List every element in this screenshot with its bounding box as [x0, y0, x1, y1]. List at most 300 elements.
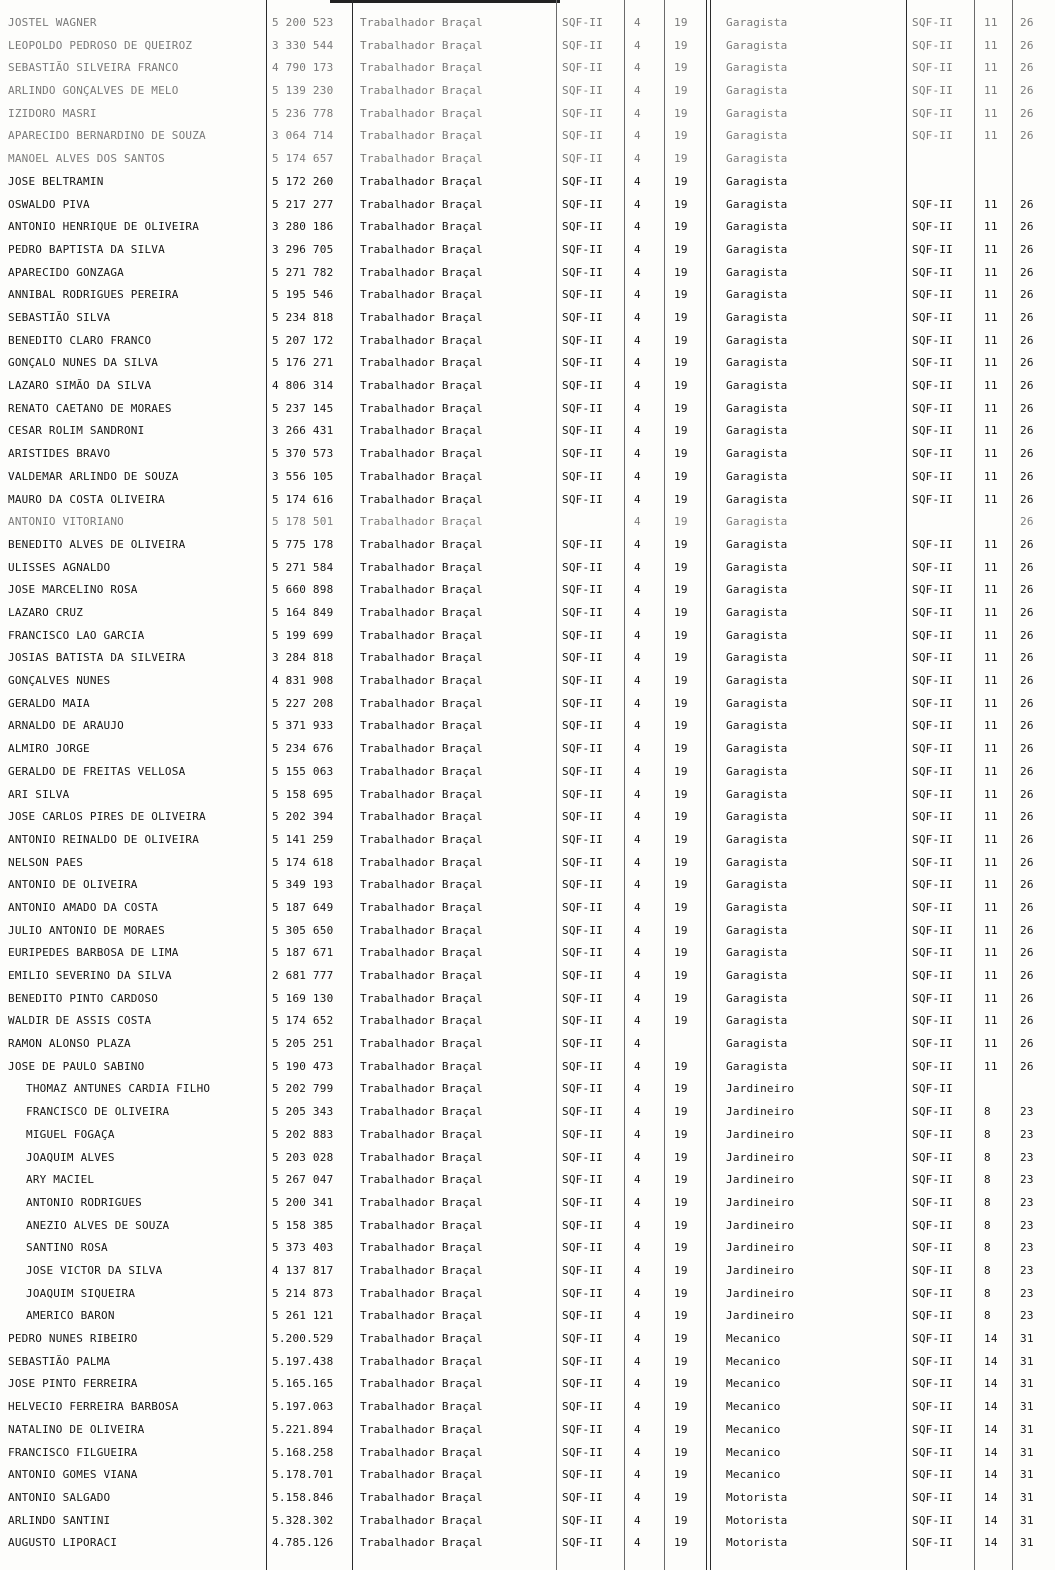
current-level: 4: [634, 719, 641, 732]
table-row: [0, 467, 1055, 487]
new-function: Jardineiro: [726, 1196, 795, 1209]
current-level: 4: [634, 651, 641, 664]
registration-number: 5 267 047: [272, 1173, 334, 1186]
current-reference: SQF-II: [562, 1536, 603, 1549]
registration-number: 5 202 883: [272, 1128, 334, 1141]
registration-number: 3 330 544: [272, 39, 334, 52]
current-function: Trabalhador Braçal: [360, 1332, 483, 1345]
employee-name: MAURO DA COSTA OLIVEIRA: [8, 493, 165, 506]
new-grade: 26: [1020, 470, 1034, 483]
table-row: [0, 1034, 1055, 1054]
table-row: [0, 331, 1055, 351]
current-level: 4: [634, 765, 641, 778]
current-grade: 19: [674, 1264, 688, 1277]
new-function: Mecanico: [726, 1332, 781, 1345]
employee-name: ULISSES AGNALDO: [8, 561, 111, 574]
new-reference: SQF-II: [912, 129, 953, 142]
current-grade: 19: [674, 583, 688, 596]
current-grade: 19: [674, 515, 688, 528]
new-level: 11: [984, 856, 998, 869]
new-level: 14: [984, 1514, 998, 1527]
current-grade: 19: [674, 175, 688, 188]
new-function: Garagista: [726, 992, 788, 1005]
new-function: Garagista: [726, 39, 788, 52]
new-level: 11: [984, 424, 998, 437]
new-level: 8: [984, 1287, 991, 1300]
new-grade: 26: [1020, 1037, 1034, 1050]
registration-number: 5 141 259: [272, 833, 334, 846]
registration-number: 5 158 385: [272, 1219, 334, 1232]
current-reference: SQF-II: [562, 1014, 603, 1027]
new-grade: 26: [1020, 424, 1034, 437]
new-reference: SQF-II: [912, 311, 953, 324]
current-reference: SQF-II: [562, 878, 603, 891]
new-reference: SQF-II: [912, 243, 953, 256]
new-reference: SQF-II: [912, 1400, 953, 1413]
table-row: [0, 217, 1055, 237]
current-reference: SQF-II: [562, 129, 603, 142]
current-reference: SQF-II: [562, 1400, 603, 1413]
new-function: Garagista: [726, 561, 788, 574]
current-grade: 19: [674, 719, 688, 732]
current-function: Trabalhador Braçal: [360, 1264, 483, 1277]
registration-number: 5 174 616: [272, 493, 334, 506]
registration-number: 5 174 618: [272, 856, 334, 869]
current-function: Trabalhador Braçal: [360, 810, 483, 823]
new-function: Garagista: [726, 674, 788, 687]
new-level: 11: [984, 946, 998, 959]
current-reference: SQF-II: [562, 1173, 603, 1186]
employee-name: MANOEL ALVES DOS SANTOS: [8, 152, 165, 165]
table-row: [0, 966, 1055, 986]
current-function: Trabalhador Braçal: [360, 1423, 483, 1436]
new-level: 11: [984, 311, 998, 324]
current-level: 4: [634, 697, 641, 710]
new-reference: SQF-II: [912, 84, 953, 97]
new-level: 11: [984, 39, 998, 52]
new-function: Mecanico: [726, 1446, 781, 1459]
new-grade: 31: [1020, 1332, 1034, 1345]
table-row: [0, 626, 1055, 646]
new-reference: SQF-II: [912, 1309, 953, 1322]
new-level: 8: [984, 1151, 991, 1164]
employee-name: LAZARO CRUZ: [8, 606, 84, 619]
employee-name: JOAQUIM ALVES: [26, 1151, 115, 1164]
current-function: Trabalhador Braçal: [360, 538, 483, 551]
current-function: Trabalhador Braçal: [360, 107, 483, 120]
employee-name: IZIDORO MASRI: [8, 107, 97, 120]
table-row: [0, 149, 1055, 169]
new-reference: SQF-II: [912, 719, 953, 732]
new-level: 11: [984, 129, 998, 142]
new-function: Garagista: [726, 788, 788, 801]
new-function: Garagista: [726, 424, 788, 437]
current-grade: 19: [674, 1196, 688, 1209]
current-grade: 19: [674, 356, 688, 369]
current-grade: 19: [674, 992, 688, 1005]
current-grade: 19: [674, 924, 688, 937]
new-level: 11: [984, 878, 998, 891]
current-level: 4: [634, 969, 641, 982]
current-grade: 19: [674, 561, 688, 574]
current-grade: 19: [674, 1536, 688, 1549]
new-function: Garagista: [726, 697, 788, 710]
current-grade: 19: [674, 402, 688, 415]
current-grade: [674, 1034, 702, 1054]
current-function: Trabalhador Braçal: [360, 447, 483, 460]
current-function: Trabalhador Braçal: [360, 946, 483, 959]
new-level: [984, 149, 1008, 169]
current-reference: SQF-II: [562, 742, 603, 755]
new-function: Garagista: [726, 946, 788, 959]
new-reference: SQF-II: [912, 833, 953, 846]
table-row: [0, 444, 1055, 464]
current-grade: 19: [674, 1309, 688, 1322]
new-level: 11: [984, 674, 998, 687]
table-row: [0, 830, 1055, 850]
new-grade: 26: [1020, 447, 1034, 460]
current-reference: SQF-II: [562, 1082, 603, 1095]
current-level: 4: [634, 424, 641, 437]
current-function: Trabalhador Braçal: [360, 969, 483, 982]
current-grade: 19: [674, 1105, 688, 1118]
current-grade: 19: [674, 629, 688, 642]
current-reference: SQF-II: [562, 379, 603, 392]
employee-name: JOSTEL WAGNER: [8, 16, 97, 29]
current-grade: 19: [674, 447, 688, 460]
current-function: Trabalhador Braçal: [360, 833, 483, 846]
employee-name: ANTONIO HENRIQUE DE OLIVEIRA: [8, 220, 200, 233]
new-function: Mecanico: [726, 1468, 781, 1481]
current-level: 4: [634, 583, 641, 596]
current-grade: 19: [674, 220, 688, 233]
current-reference: SQF-II: [562, 651, 603, 664]
current-level: 4: [634, 220, 641, 233]
current-reference: SQF-II: [562, 356, 603, 369]
employee-name: GERALDO DE FREITAS VELLOSA: [8, 765, 186, 778]
registration-number: 5 217 277: [272, 198, 334, 211]
current-grade: 19: [674, 765, 688, 778]
new-grade: 31: [1020, 1400, 1034, 1413]
table-row: [0, 421, 1055, 441]
current-reference: SQF-II: [562, 969, 603, 982]
new-grade: 26: [1020, 606, 1034, 619]
current-reference: SQF-II: [562, 1287, 603, 1300]
new-function: Garagista: [726, 129, 788, 142]
current-level: 4: [634, 924, 641, 937]
new-reference: SQF-II: [912, 39, 953, 52]
table-row: [0, 1352, 1055, 1372]
new-level: 11: [984, 788, 998, 801]
employee-name: ARI SILVA: [8, 788, 70, 801]
new-grade: 31: [1020, 1355, 1034, 1368]
new-function: Garagista: [726, 470, 788, 483]
current-grade: 19: [674, 243, 688, 256]
current-function: Trabalhador Braçal: [360, 493, 483, 506]
employee-name: OSWALDO PIVA: [8, 198, 90, 211]
new-grade: 26: [1020, 107, 1034, 120]
registration-number: 5 190 473: [272, 1060, 334, 1073]
current-level: 4: [634, 493, 641, 506]
current-reference: SQF-II: [562, 175, 603, 188]
current-function: Trabalhador Braçal: [360, 1536, 483, 1549]
current-grade: 19: [674, 1219, 688, 1232]
registration-number: 5 155 063: [272, 765, 334, 778]
new-level: 11: [984, 924, 998, 937]
new-level: 11: [984, 583, 998, 596]
table-row: [0, 1420, 1055, 1440]
current-function: Trabalhador Braçal: [360, 1400, 483, 1413]
new-function: Garagista: [726, 969, 788, 982]
new-reference: SQF-II: [912, 1514, 953, 1527]
table-row: [0, 694, 1055, 714]
current-function: Trabalhador Braçal: [360, 515, 483, 528]
current-reference: SQF-II: [562, 1309, 603, 1322]
table-row: [0, 1306, 1055, 1326]
current-grade: 19: [674, 1151, 688, 1164]
registration-number: 5 261 121: [272, 1309, 334, 1322]
current-reference: SQF-II: [562, 674, 603, 687]
new-reference: SQF-II: [912, 992, 953, 1005]
registration-number: 5 237 145: [272, 402, 334, 415]
new-grade: 26: [1020, 856, 1034, 869]
new-level: 11: [984, 833, 998, 846]
current-grade: 19: [674, 1400, 688, 1413]
registration-number: 4 137 817: [272, 1264, 334, 1277]
current-grade: 19: [674, 84, 688, 97]
table-row: [0, 1216, 1055, 1236]
current-reference: SQF-II: [562, 856, 603, 869]
new-reference: SQF-II: [912, 651, 953, 664]
registration-number: 5 202 799: [272, 1082, 334, 1095]
new-function: Garagista: [726, 243, 788, 256]
table-row: [0, 558, 1055, 578]
new-level: 11: [984, 719, 998, 732]
new-reference: SQF-II: [912, 1536, 953, 1549]
current-reference: SQF-II: [562, 84, 603, 97]
registration-number: 5 164 849: [272, 606, 334, 619]
current-function: Trabalhador Braçal: [360, 583, 483, 596]
current-grade: 19: [674, 334, 688, 347]
new-reference: SQF-II: [912, 1423, 953, 1436]
new-reference: SQF-II: [912, 901, 953, 914]
employee-name: ARNALDO DE ARAUJO: [8, 719, 124, 732]
current-function: Trabalhador Braçal: [360, 697, 483, 710]
employee-name: NELSON PAES: [8, 856, 84, 869]
new-level: 11: [984, 288, 998, 301]
table-row: [0, 1102, 1055, 1122]
new-level: 14: [984, 1332, 998, 1345]
registration-number: 5 205 343: [272, 1105, 334, 1118]
current-reference: SQF-II: [562, 992, 603, 1005]
current-function: Trabalhador Braçal: [360, 402, 483, 415]
new-function: Garagista: [726, 61, 788, 74]
new-function: Garagista: [726, 379, 788, 392]
current-function: Trabalhador Braçal: [360, 129, 483, 142]
new-reference: SQF-II: [912, 1446, 953, 1459]
new-function: Garagista: [726, 84, 788, 97]
table-row: [0, 1193, 1055, 1213]
new-reference: SQF-II: [912, 1128, 953, 1141]
new-reference: SQF-II: [912, 424, 953, 437]
new-function: Garagista: [726, 833, 788, 846]
new-reference: SQF-II: [912, 1468, 953, 1481]
registration-number: 5 187 649: [272, 901, 334, 914]
employee-name: BENEDITO ALVES DE OLIVEIRA: [8, 538, 186, 551]
current-level: 4: [634, 992, 641, 1005]
table-row: [0, 36, 1055, 56]
current-grade: 19: [674, 470, 688, 483]
new-reference: SQF-II: [912, 334, 953, 347]
current-reference: SQF-II: [562, 629, 603, 642]
current-level: 4: [634, 39, 641, 52]
new-grade: 26: [1020, 878, 1034, 891]
current-grade: 19: [674, 810, 688, 823]
table-row: [0, 875, 1055, 895]
new-function: Garagista: [726, 810, 788, 823]
current-function: Trabalhador Braçal: [360, 1219, 483, 1232]
new-level: 11: [984, 1014, 998, 1027]
new-level: 14: [984, 1491, 998, 1504]
current-reference: SQF-II: [562, 61, 603, 74]
new-level: 11: [984, 697, 998, 710]
current-function: Trabalhador Braçal: [360, 1082, 483, 1095]
current-level: 4: [634, 152, 641, 165]
current-function: Trabalhador Braçal: [360, 878, 483, 891]
new-reference: SQF-II: [912, 288, 953, 301]
new-reference: SQF-II: [912, 742, 953, 755]
new-grade: 23: [1020, 1241, 1034, 1254]
new-function: Garagista: [726, 1060, 788, 1073]
new-level: 11: [984, 561, 998, 574]
top-rule: [330, 0, 560, 3]
employee-name: ARLINDO SANTINI: [8, 1514, 111, 1527]
current-grade: 19: [674, 1491, 688, 1504]
current-reference: SQF-II: [562, 1219, 603, 1232]
new-level: 11: [984, 651, 998, 664]
new-function: Garagista: [726, 266, 788, 279]
employee-name: GONÇALO NUNES DA SILVA: [8, 356, 159, 369]
new-grade: 26: [1020, 765, 1034, 778]
new-grade: 26: [1020, 924, 1034, 937]
registration-number: 5 349 193: [272, 878, 334, 891]
employee-name: JOSE DE PAULO SABINO: [8, 1060, 145, 1073]
new-level: 11: [984, 447, 998, 460]
table-row: [0, 989, 1055, 1009]
registration-number: 4 790 173: [272, 61, 334, 74]
current-grade: 19: [674, 1423, 688, 1436]
current-reference: SQF-II: [562, 697, 603, 710]
registration-number: 4 806 314: [272, 379, 334, 392]
current-function: Trabalhador Braçal: [360, 1491, 483, 1504]
current-function: Trabalhador Braçal: [360, 1037, 483, 1050]
new-grade: 31: [1020, 1468, 1034, 1481]
new-grade: 26: [1020, 243, 1034, 256]
employee-name: JOSE VICTOR DA SILVA: [26, 1264, 163, 1277]
table-row: [0, 1284, 1055, 1304]
current-grade: 19: [674, 878, 688, 891]
new-function: Mecanico: [726, 1423, 781, 1436]
new-function: Garagista: [726, 878, 788, 891]
registration-number: 2 681 777: [272, 969, 334, 982]
table-row: [0, 1261, 1055, 1281]
current-level: 4: [634, 379, 641, 392]
new-level: [984, 172, 1008, 192]
new-function: Jardineiro: [726, 1287, 795, 1300]
current-level: 4: [634, 538, 641, 551]
new-grade: 23: [1020, 1264, 1034, 1277]
current-function: Trabalhador Braçal: [360, 1014, 483, 1027]
new-function: Garagista: [726, 765, 788, 778]
current-grade: 19: [674, 152, 688, 165]
new-reference: SQF-II: [912, 379, 953, 392]
employee-name: ALMIRO JORGE: [8, 742, 90, 755]
current-grade: 19: [674, 107, 688, 120]
registration-number: 5 234 818: [272, 311, 334, 324]
current-level: 4: [634, 606, 641, 619]
new-reference: SQF-II: [912, 1377, 953, 1390]
new-grade: 26: [1020, 1014, 1034, 1027]
registration-number: 3 064 714: [272, 129, 334, 142]
current-level: 4: [634, 129, 641, 142]
new-grade: 26: [1020, 651, 1034, 664]
registration-number: 5.158.846: [272, 1491, 334, 1504]
new-grade: 26: [1020, 561, 1034, 574]
employee-name: ANTONIO SALGADO: [8, 1491, 111, 1504]
new-grade: 26: [1020, 61, 1034, 74]
new-reference: SQF-II: [912, 1014, 953, 1027]
current-level: 4: [634, 1105, 641, 1118]
new-level: [984, 1079, 1008, 1099]
current-level: 4: [634, 1377, 641, 1390]
new-function: Garagista: [726, 1014, 788, 1027]
new-grade: 26: [1020, 810, 1034, 823]
current-grade: 19: [674, 311, 688, 324]
current-level: 4: [634, 629, 641, 642]
current-reference: SQF-II: [562, 765, 603, 778]
new-grade: [1020, 172, 1050, 192]
current-reference: SQF-II: [562, 288, 603, 301]
employee-name: SEBASTIÃO PALMA: [8, 1355, 111, 1368]
current-function: Trabalhador Braçal: [360, 379, 483, 392]
new-level: 11: [984, 765, 998, 778]
registration-number: 5 371 933: [272, 719, 334, 732]
new-reference: SQF-II: [912, 1332, 953, 1345]
current-reference: SQF-II: [562, 1105, 603, 1118]
new-function: Garagista: [726, 493, 788, 506]
new-grade: 26: [1020, 901, 1034, 914]
current-function: Trabalhador Braçal: [360, 992, 483, 1005]
table-row: [0, 580, 1055, 600]
current-function: Trabalhador Braçal: [360, 856, 483, 869]
table-row: [0, 807, 1055, 827]
current-function: Trabalhador Braçal: [360, 1355, 483, 1368]
current-level: 4: [634, 1423, 641, 1436]
new-function: Mecanico: [726, 1355, 781, 1368]
new-reference: SQF-II: [912, 1355, 953, 1368]
table-row: [0, 1443, 1055, 1463]
new-level: 11: [984, 810, 998, 823]
registration-number: 5 199 699: [272, 629, 334, 642]
current-level: 4: [634, 1514, 641, 1527]
table-row: [0, 240, 1055, 260]
registration-number: 5 195 546: [272, 288, 334, 301]
new-reference: SQF-II: [912, 1219, 953, 1232]
employee-name: GONÇALVES NUNES: [8, 674, 111, 687]
table-row: [0, 1397, 1055, 1417]
current-reference: SQF-II: [562, 266, 603, 279]
current-reference: SQF-II: [562, 243, 603, 256]
